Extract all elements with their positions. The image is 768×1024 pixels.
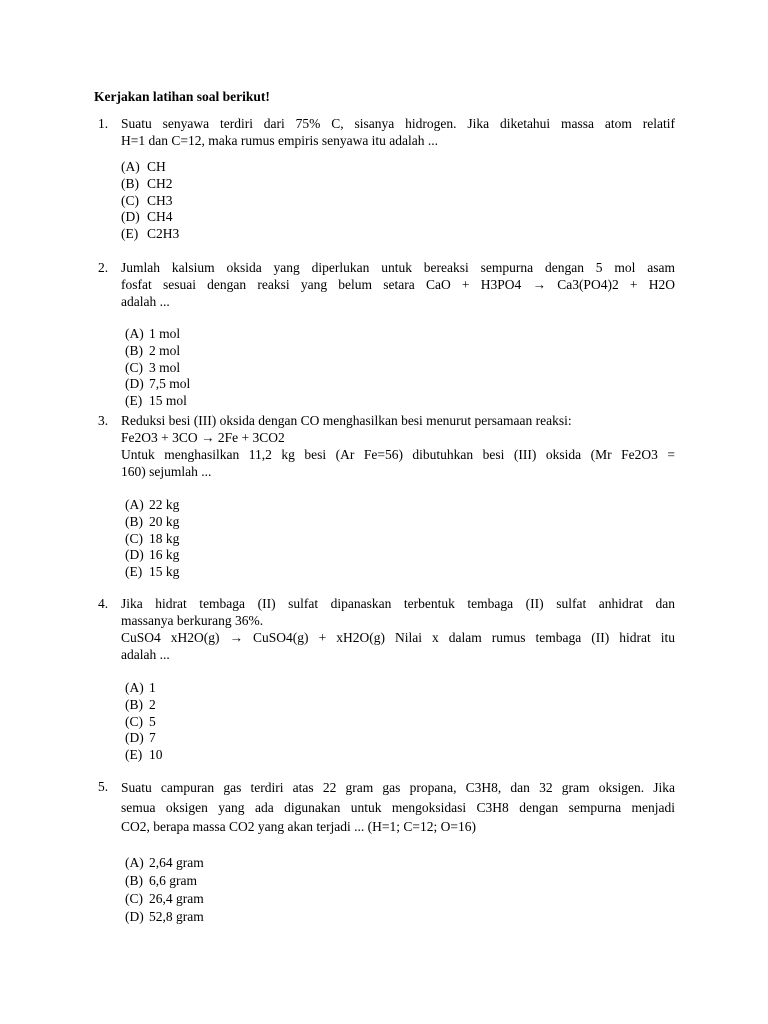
option-item: [125, 747, 675, 764]
option-list: [125, 497, 675, 581]
option-list: [125, 326, 675, 410]
option-item: [125, 697, 675, 714]
option-item: [125, 497, 675, 514]
option-label: (A): [125, 854, 144, 870]
question-line: Fe2O3 + 3CO → 2Fe + 3CO2: [121, 430, 285, 445]
option-item: [125, 360, 675, 377]
option-label: (A): [125, 326, 144, 341]
option-text: 18 kg: [149, 530, 180, 546]
option-label: (B): [125, 872, 143, 888]
option-label: (C): [125, 890, 143, 906]
option-label: (C): [121, 192, 139, 208]
question-line: CO2, berapa massa CO2 yang akan terjadi ... (H=1; C=12; O=16): [121, 819, 477, 834]
option-item: [125, 680, 675, 697]
option-text: CH2: [147, 175, 173, 191]
question-text: [121, 259, 675, 310]
question-text: [121, 412, 675, 480]
option-item: [121, 176, 675, 193]
option-text: 3 mol: [149, 359, 181, 375]
option-label: (D): [125, 376, 144, 392]
option-text: 1 mol: [149, 326, 181, 341]
option-label: (D): [125, 730, 144, 746]
option-text: 7,5 mol: [149, 376, 191, 392]
option-item: [125, 547, 675, 564]
option-item: [125, 908, 675, 926]
option-item: [125, 514, 675, 531]
question-3: [94, 412, 675, 581]
question-2: [94, 259, 675, 410]
question-line: adalah ...: [121, 294, 170, 309]
page-heading: Kerjakan latihan soal berikut!: [94, 89, 270, 104]
question-line: semua oksigen yang ada digunakan untuk mengoksidasi C3H8 dengan sempurna menjadi: [121, 799, 675, 815]
option-label: (C): [125, 359, 143, 375]
option-item: [125, 564, 675, 581]
option-text: 1: [149, 680, 156, 695]
option-text: C2H3: [147, 226, 180, 242]
option-item: [125, 714, 675, 731]
option-item: [125, 531, 675, 548]
option-label: (E): [125, 747, 143, 763]
question-number: 1.: [98, 116, 109, 131]
option-item: [125, 854, 675, 872]
option-item: [121, 159, 675, 176]
option-text: 7: [149, 730, 156, 746]
question-number: 5.: [98, 779, 109, 794]
question-line: Suatu senyawa terdiri dari 75% C, sisanya hidrogen. Jika diketahui massa atom relatif: [121, 116, 675, 131]
option-list: [125, 680, 675, 764]
option-text: 10: [149, 747, 163, 763]
option-label: (E): [121, 226, 139, 242]
option-text: CH4: [147, 209, 173, 225]
option-item: [121, 193, 675, 210]
option-text: 22 kg: [149, 497, 180, 512]
option-text: 16 kg: [149, 547, 180, 563]
option-label: (D): [125, 908, 144, 924]
option-label: (C): [125, 713, 143, 729]
option-text: 26,4 gram: [149, 890, 204, 906]
question-text: [121, 778, 675, 837]
option-label: (E): [125, 564, 143, 580]
option-text: 5: [149, 713, 156, 729]
question-number: 4.: [98, 596, 109, 611]
option-label: (A): [125, 680, 144, 695]
question-5: [94, 778, 675, 926]
option-list: [121, 159, 675, 243]
option-item: [121, 226, 675, 243]
option-item: [125, 376, 675, 393]
option-list: [125, 854, 675, 926]
option-label: (C): [125, 530, 143, 546]
option-item: [121, 209, 675, 226]
question-line: fosfat sesuai dengan reaksi yang belum setara CaO + H3PO4 → Ca3(PO4)2 + H2O: [121, 277, 675, 292]
option-label: (A): [125, 497, 144, 512]
question-text: [121, 595, 675, 663]
question-line: CuSO4 xH2O(g) → CuSO4(g) + xH2O(g) Nilai x dalam rumus tembaga (II) hidrat itu: [121, 630, 675, 645]
question-line: Jika hidrat tembaga (II) sulfat dipanaskan terbentuk tembaga (II) sulfat anhidrat dan: [121, 596, 675, 611]
option-text: CH3: [147, 192, 173, 208]
option-text: 15 mol: [149, 393, 187, 409]
question-line: Jumlah kalsium oksida yang diperlukan untuk bereaksi sempurna dengan 5 mol asam: [121, 260, 675, 275]
option-text: 20 kg: [149, 513, 180, 529]
option-label: (B): [125, 513, 143, 529]
option-text: 15 kg: [149, 564, 180, 580]
question-line: 160) sejumlah ...: [121, 464, 212, 479]
option-label: (B): [125, 696, 143, 712]
question-4: [94, 595, 675, 764]
option-text: 2 mol: [149, 342, 181, 358]
option-item: [125, 393, 675, 410]
option-label: (D): [121, 209, 140, 225]
option-text: 2: [149, 696, 156, 712]
question-line: Reduksi besi (III) oksida dengan CO menghasilkan besi menurut persamaan reaksi:: [121, 413, 572, 428]
option-text: 2,64 gram: [149, 854, 204, 870]
option-label: (B): [121, 175, 139, 191]
option-item: [125, 872, 675, 890]
question-number: 3.: [98, 413, 109, 428]
option-label: (B): [125, 342, 143, 358]
option-text: 52,8 gram: [149, 908, 204, 924]
option-item: [125, 343, 675, 360]
question-text: [121, 115, 675, 149]
question-number: 2.: [98, 260, 109, 275]
question-line: massanya berkurang 36%.: [121, 613, 264, 628]
option-label: (A): [121, 159, 140, 174]
question-1: [94, 115, 675, 243]
question-line: adalah ...: [121, 647, 170, 662]
option-label: (E): [125, 393, 143, 409]
option-text: 6,6 gram: [149, 872, 197, 888]
option-item: [125, 890, 675, 908]
question-line: H=1 dan C=12, maka rumus empiris senyawa itu adalah ...: [121, 133, 439, 148]
question-line: Suatu campuran gas terdiri atas 22 gram gas propana, C3H8, dan 32 gram oksigen. Jika: [121, 780, 675, 795]
option-text: CH: [147, 159, 166, 174]
option-label: (D): [125, 547, 144, 563]
question-line: Untuk menghasilkan 11,2 kg besi (Ar Fe=56) dibutuhkan besi (III) oksida (Mr Fe2O3 =: [121, 447, 675, 462]
option-item: [125, 730, 675, 747]
option-item: [125, 326, 675, 343]
